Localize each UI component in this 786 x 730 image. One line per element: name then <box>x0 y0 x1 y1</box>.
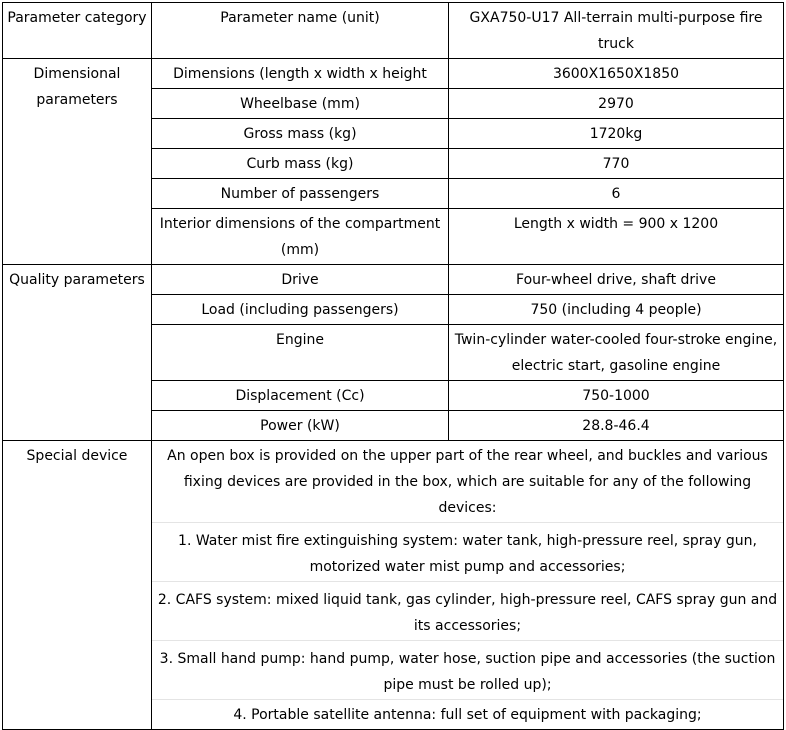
parameter-name: Drive <box>152 265 449 295</box>
table-row <box>3 441 784 523</box>
parameter-value: 2970 <box>449 89 784 119</box>
parameter-value: 6 <box>449 179 784 209</box>
parameter-value: Four-wheel drive, shaft drive <box>449 265 784 295</box>
parameter-value: 750 (including 4 people) <box>449 295 784 325</box>
special-device-item: An open box is provided on the upper part of the rear wheel, and buckles and various fixing devices are provided in the box, which are suitable for any of the following devices: <box>152 441 784 523</box>
parameter-name: Engine <box>152 325 449 381</box>
category-quality: Quality parameters <box>3 265 152 441</box>
parameter-value: Length x width = 900 x 1200 <box>449 209 784 265</box>
special-device-item: 3. Small hand pump: hand pump, water hose, suction pipe and accessories (the suction pipe must be rolled up); <box>152 641 784 700</box>
parameter-value: 3600X1650X1850 <box>449 59 784 89</box>
parameter-value: 1720kg <box>449 119 784 149</box>
table-row <box>3 265 784 295</box>
parameter-name: Load (including passengers) <box>152 295 449 325</box>
header-model-value: GXA750-U17 All-terrain multi-purpose fire truck <box>449 3 784 59</box>
header-row <box>3 3 784 59</box>
header-parameter-name: Parameter name (unit) <box>152 3 449 59</box>
parameter-name: Power (kW) <box>152 411 449 441</box>
category-special-device: Special device <box>3 441 152 730</box>
parameter-name: Gross mass (kg) <box>152 119 449 149</box>
parameter-table <box>2 2 784 730</box>
category-dimensional: Dimensional parameters <box>3 59 152 265</box>
header-category: Parameter category <box>3 3 152 59</box>
parameter-name: Number of passengers <box>152 179 449 209</box>
parameter-value: 28.8-46.4 <box>449 411 784 441</box>
table-row <box>3 59 784 89</box>
parameter-name: Curb mass (kg) <box>152 149 449 179</box>
special-device-item: 2. CAFS system: mixed liquid tank, gas cylinder, high-pressure reel, CAFS spray gun and its accessories; <box>152 582 784 641</box>
special-device-item: 4. Portable satellite antenna: full set of equipment with packaging; <box>152 700 784 730</box>
special-device-item: 1. Water mist fire extinguishing system: water tank, high-pressure reel, spray gun, motorized water mist pump and accessories; <box>152 523 784 582</box>
parameter-name: Wheelbase (mm) <box>152 89 449 119</box>
parameter-value: Twin-cylinder water-cooled four-stroke engine, electric start, gasoline engine <box>449 325 784 381</box>
parameter-name: Displacement (Cc) <box>152 381 449 411</box>
parameter-value: 750-1000 <box>449 381 784 411</box>
parameter-name: Interior dimensions of the compartment (mm) <box>152 209 449 265</box>
parameter-value: 770 <box>449 149 784 179</box>
parameter-name: Dimensions (length x width x height <box>152 59 449 89</box>
